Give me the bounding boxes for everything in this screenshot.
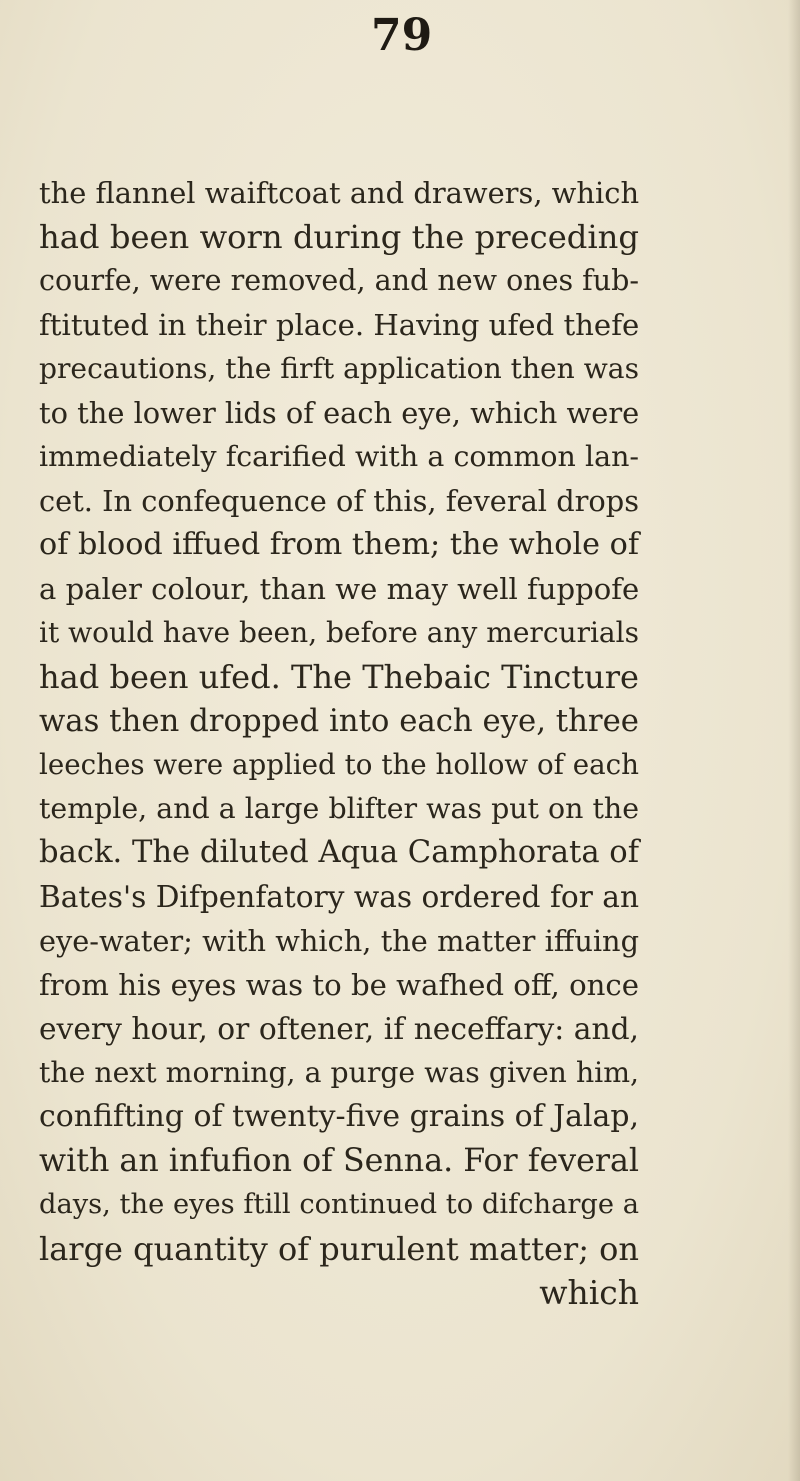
text-line: confifting of twenty-five grains of Jalap,: [39, 1099, 639, 1134]
text-line: from his eyes was to be wafhed off, once: [39, 968, 639, 1002]
text-line: eye-water; with which, the matter iffuing: [39, 924, 639, 958]
text-line: every hour, or oftener, if neceffary: and,: [39, 1011, 639, 1046]
text-line: back. The diluted Aqua Camphorata of: [39, 835, 640, 870]
text-line: of blood iffued from them; the whole of: [39, 527, 639, 562]
text-line: it would have been, before any mercurials: [39, 616, 639, 649]
text-line: the flannel waiftcoat and drawers, which: [39, 176, 640, 210]
catchword: which: [539, 1273, 639, 1312]
text-line: large quantity of purulent matter; on: [39, 1230, 639, 1268]
text-line: the next morning, a purge was given him,: [39, 1056, 639, 1089]
text-line: immediately fcarified with a common lan-: [39, 440, 639, 473]
text-line: cet. In confequence of this, feveral drops: [39, 484, 639, 518]
text-line: courfe, were removed, and new ones fub-: [39, 264, 639, 297]
text-line: days, the eyes ftill continued to difcharge a: [39, 1189, 639, 1220]
page-number: 79: [371, 10, 433, 61]
text-line: had been worn during the preceding: [39, 218, 639, 256]
text-line: precautions, the firft application then was: [39, 352, 639, 385]
text-line: ftituted in their place. Having ufed thefe: [39, 308, 640, 342]
text-line: with an infufion of Senna. For feveral: [39, 1143, 639, 1179]
page-edge-shadow: [788, 0, 800, 1481]
text-line: temple, and a large blifter was put on the: [39, 792, 639, 825]
text-line: Bates's Difpenfatory was ordered for an: [39, 880, 639, 914]
text-line: to the lower lids of each eye, which were: [39, 396, 640, 430]
text-line: a paler colour, than we may well fuppofe: [39, 572, 640, 606]
text-line: leeches were applied to the hollow of each: [39, 748, 639, 781]
text-line: was then dropped into each eye, three: [39, 703, 639, 739]
text-line: had been ufed. The Thebaic Tincture: [39, 658, 639, 696]
